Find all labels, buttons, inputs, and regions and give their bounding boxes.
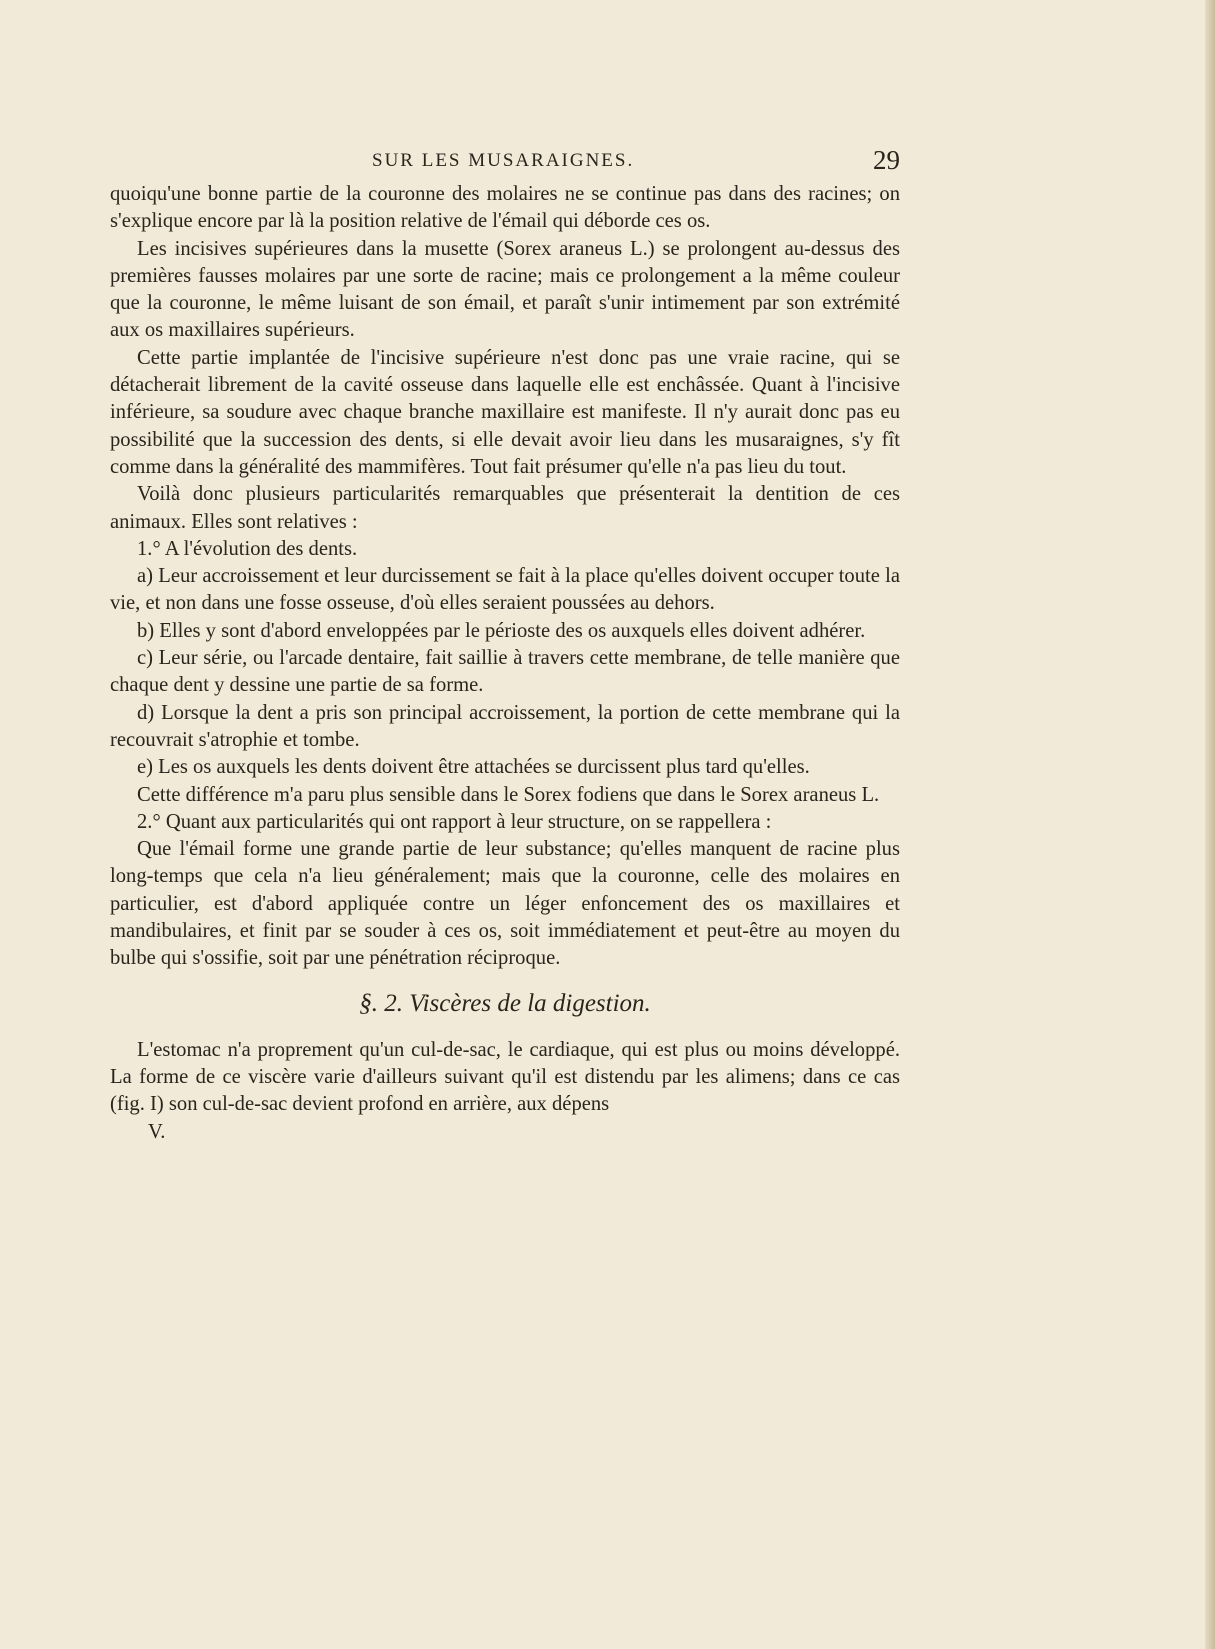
running-title: SUR LES MUSARAIGNES.: [372, 150, 635, 171]
paragraph: quoiqu'une bonne partie de la couronne des molaires ne se continue pas dans des racines; on s'explique encore par là la position relative de l'émail qui déborde ces os.: [110, 183, 900, 233]
list-item: d) Lorsque la dent a pris son principal accroissement, la portion de cette membrane qui la recouvrait s'atrophie et tombe.: [110, 701, 900, 751]
list-item: a) Leur accroissement et leur durcissement se fait à la place qu'elles doivent occuper toute la vie, et non dans une fosse osseuse, d'où elles seraient poussées au dehors.: [110, 565, 900, 615]
paragraph: Voilà donc plusieurs particularités remarquables que présenterait la dentition de ces animaux. Elles sont relatives :: [110, 483, 900, 533]
list-item: 1.° A l'évolution des dents.: [137, 537, 358, 560]
paragraph: L'estomac n'a proprement qu'un cul-de-sac, le cardiaque, qui est plus ou moins développé. La forme de ce viscère varie d'ailleurs suivant qu'il est distendu par les alimens; dans ce cas (fig. I) son cul-de-sac devient profond en arrière, aux dépens: [110, 1038, 900, 1116]
page-edge: [1205, 0, 1215, 1649]
list-item: b) Elles y sont d'abord enveloppées par le périoste des os auxquels elles doivent adhérer.: [137, 619, 866, 642]
list-item: e) Les os auxquels les dents doivent être attachées se durcissent plus tard qu'elles.: [137, 756, 810, 779]
page-header: [110, 145, 900, 178]
paragraph: Que l'émail forme une grande partie de leur substance; qu'elles manquent de racine plus long-temps que cela n'a lieu généralement; mais que la couronne, celle des molaires en particulier, est d'abord appliquée contre un léger enfoncement des os maxillaires et mandibulaires, et finit par se souder à ces os, soit immédiatement et peut-être au moyen du bulbe qui s'ossifie, soit par une pénétration réciproque.: [110, 838, 900, 970]
section-heading: §. 2. Viscères de la digestion.: [359, 989, 651, 1017]
list-item: 2.° Quant aux particularités qui ont rapport à leur structure, on se rappellera :: [137, 810, 772, 833]
body-text: [110, 181, 900, 1146]
signature-mark: V.: [148, 1120, 166, 1143]
page-number: 29: [873, 145, 900, 175]
paragraph: Les incisives supérieures dans la musette (Sorex araneus L.) se prolongent au-dessus des premières fausses molaires par une sorte de racine; mais ce prolongement a la même couleur que la couronne, le même luisant de son émail, et paraît s'unir intimement par son extrémité aux os maxillaires supérieurs.: [110, 237, 900, 342]
paragraph: Cette différence m'a paru plus sensible dans le Sorex fodiens que dans le Sorex araneus L.: [137, 783, 880, 806]
paragraph: Cette partie implantée de l'incisive supérieure n'est donc pas une vraie racine, qui se détacherait librement de la cavité osseuse dans laquelle elle est enchâssée. Quant à l'incisive inférieure, sa soudure avec chaque branche maxillaire est manifeste. Il n'y aurait donc pas eu possibilité que la succession des dents, si elle devait avoir lieu dans les musaraignes, s'y fît comme dans la généralité des mammifères. Tout fait présumer qu'elle n'a pas lieu du tout.: [110, 346, 900, 478]
list-item: c) Leur série, ou l'arcade dentaire, fait saillie à travers cette membrane, de telle manière que chaque dent y dessine une partie de sa forme.: [110, 647, 900, 697]
